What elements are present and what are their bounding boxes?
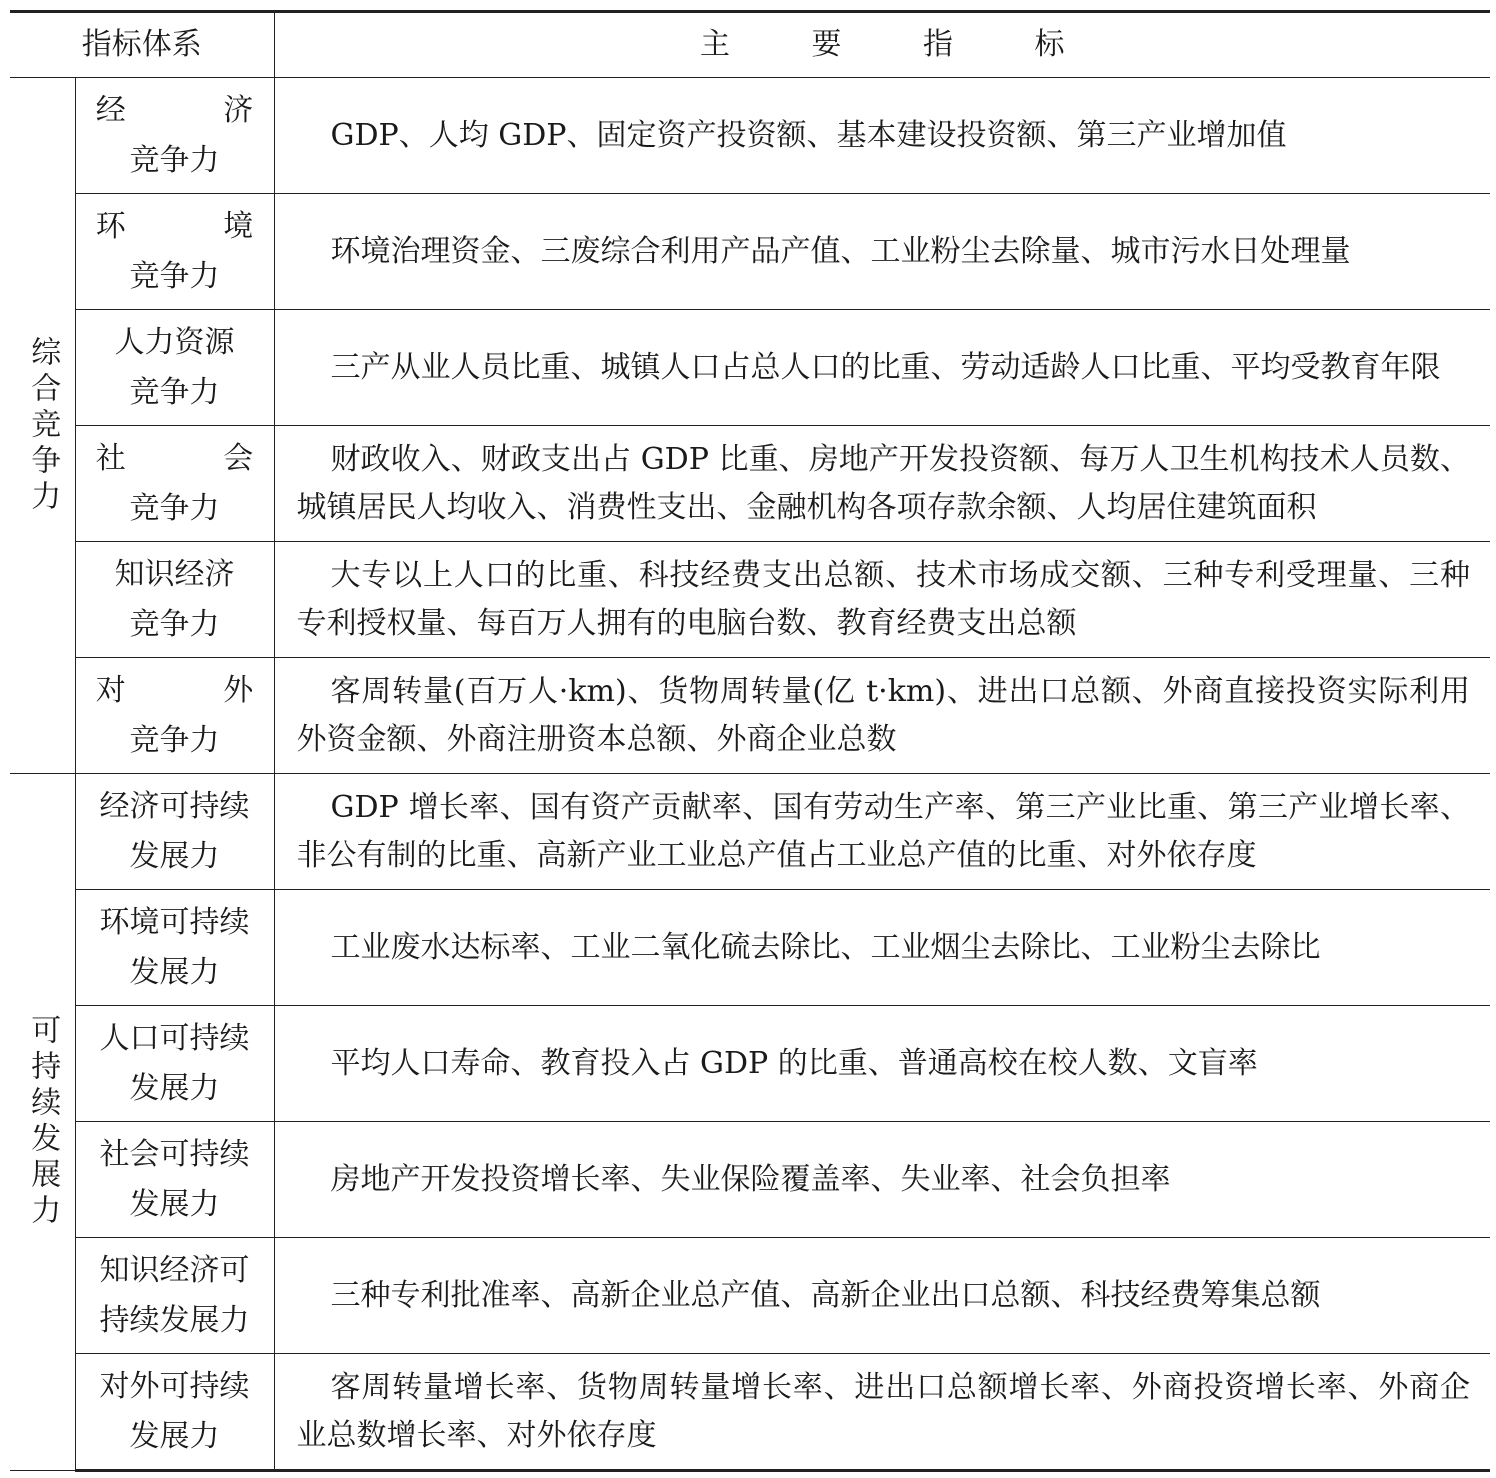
table-body [10,78,1490,1471]
category-line-1: 社 会 [95,440,298,476]
category-cell [75,426,298,542]
header-main [274,12,1490,78]
category-line-1: 对外可持续 [99,1368,250,1404]
category-cell [75,890,274,1006]
category-line-2: 竞争力 [129,374,220,410]
category-line-2: 持续发展力 [99,1302,250,1338]
indicator-text: 工业废水达标率、工业二氧化硫去除比、工业烟尘去除比、工业粉尘去除比 [274,890,1490,1006]
group-label: 可持续发展力 [10,774,75,1471]
category-line-1: 环境可持续 [99,904,250,940]
category-cell [75,310,274,426]
category-cell [75,1122,274,1238]
category-line-2: 发展力 [129,954,220,990]
table-row [10,1354,1490,1471]
table-row [10,1006,1490,1122]
category-cell [75,1238,274,1354]
indicator-text: GDP 增长率、国有资产贡献率、国有劳动生产率、第三产业比重、第三产业增长率、非公有制的比重、高新产业工业总产值占工业总产值的比重、对外依存度 [274,774,1490,890]
table-row [10,194,1490,310]
category-cell [75,774,274,890]
indicator-text: 三产从业人员比重、城镇人口占总人口的比重、劳动适龄人口比重、平均受教育年限 [274,310,1490,426]
table-row [10,774,1490,890]
indicator-text: 财政收入、财政支出占 GDP 比重、房地产开发投资额、每万人卫生机构技术人员数、城镇居民人均收入、消费性支出、金融机构各项存款余额、人均居住建筑面积 [274,426,1490,542]
category-line-2: 竞争力 [129,258,220,294]
category-cell [75,1354,274,1471]
category-line-1: 知识经济可 [99,1252,250,1288]
category-line-1: 人力资源 [114,324,235,360]
indicator-text: GDP、人均 GDP、固定资产投资额、基本建设投资额、第三产业增加值 [274,78,1490,194]
category-line-2: 竞争力 [129,490,220,526]
category-line-2: 发展力 [129,838,220,874]
category-line-1: 人口可持续 [99,1020,250,1056]
table-row [10,542,1490,658]
category-line-2: 竞争力 [129,722,220,758]
header-main-label: 主 要 指 标 [699,27,1101,62]
indicator-text: 三种专利批准率、高新企业总产值、高新企业出口总额、科技经费筹集总额 [274,1238,1490,1354]
category-line-1: 经济可持续 [99,788,250,824]
category-line-1: 社会可持续 [99,1136,250,1172]
table-row [10,426,1490,542]
group-label: 综合竞争力 [10,78,75,774]
category-cell [75,194,298,310]
indicator-table [10,10,1490,1472]
indicator-text: 环境治理资金、三废综合利用产品产值、工业粉尘去除量、城市污水日处理量 [274,194,1490,310]
category-line-1: 经 济 [95,92,298,128]
table-row [10,890,1490,1006]
category-line-2: 发展力 [129,1070,220,1106]
table-row [10,310,1490,426]
category-line-1: 知识经济 [114,556,235,592]
category-line-1: 对 外 [95,672,298,708]
category-line-1: 环 境 [95,208,298,244]
category-line-2: 发展力 [129,1186,220,1222]
category-cell [75,542,274,658]
category-line-2: 竞争力 [129,142,220,178]
table-row [10,1238,1490,1354]
indicator-text: 平均人口寿命、教育投入占 GDP 的比重、普通高校在校人数、文盲率 [274,1006,1490,1122]
category-line-2: 竞争力 [129,606,220,642]
table-row [10,1122,1490,1238]
table-row [10,658,1490,774]
indicator-text: 房地产开发投资增长率、失业保险覆盖率、失业率、社会负担率 [274,1122,1490,1238]
indicator-text: 大专以上人口的比重、科技经费支出总额、技术市场成交额、三种专利受理量、三种专利授权量、每百万人拥有的电脑台数、教育经费支出总额 [274,542,1490,658]
category-line-2: 发展力 [129,1418,220,1454]
category-cell [75,78,298,194]
header-row [10,12,1490,78]
category-cell [75,658,298,774]
indicator-text: 客周转量增长率、货物周转量增长率、进出口总额增长率、外商投资增长率、外商企业总数增长率、对外依存度 [274,1354,1490,1471]
table-row [10,78,1490,194]
category-cell [75,1006,274,1122]
indicator-text: 客周转量(百万人·km)、货物周转量(亿 t·km)、进出口总额、外商直接投资实际利用外资金额、外商注册资本总额、外商企业总数 [274,658,1490,774]
header-system: 指标体系 [10,12,274,78]
